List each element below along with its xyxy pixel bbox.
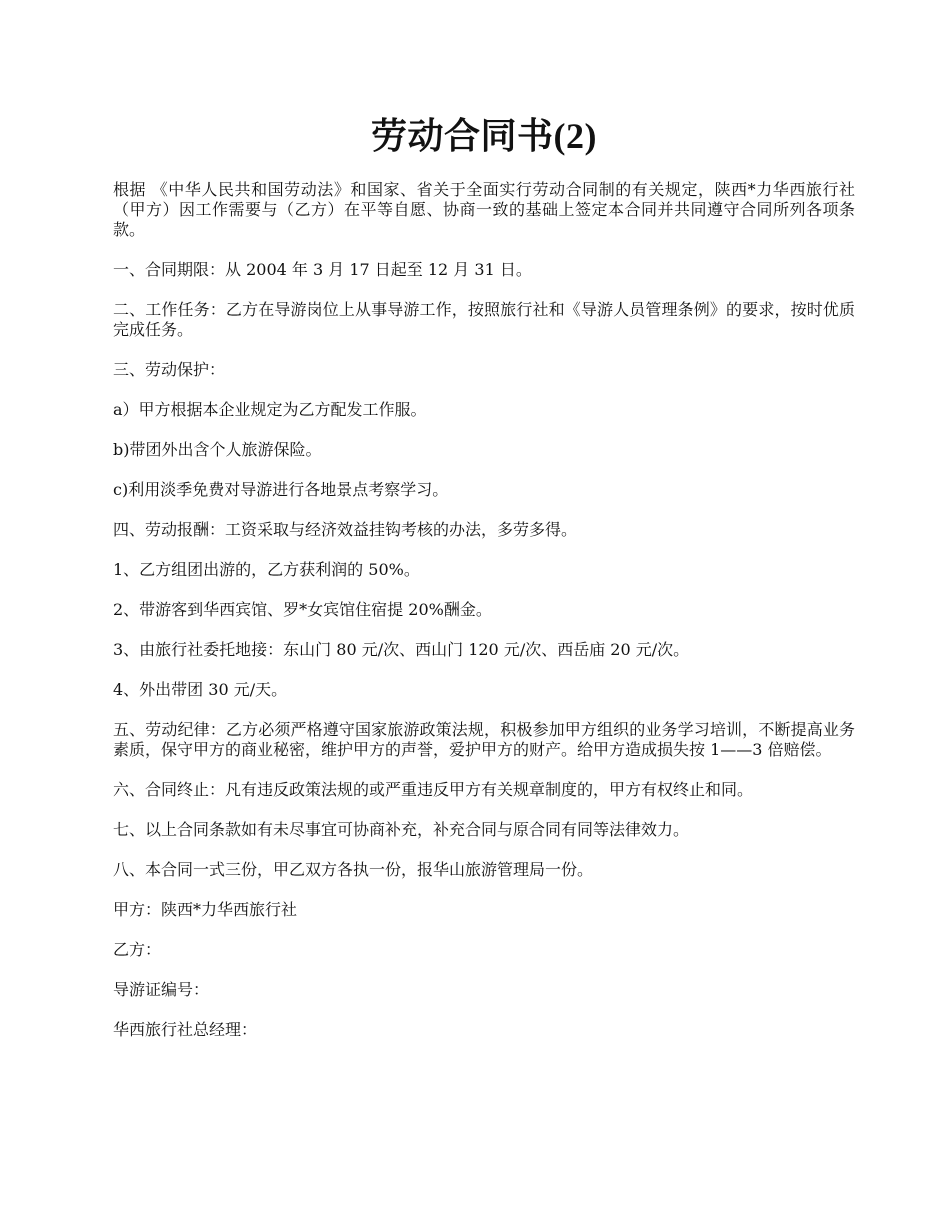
paragraph-remuneration-4: 4、外出带团 30 元/天。 — [113, 680, 288, 699]
paragraph-preamble: 根据 《中华人民共和国劳动法》和国家、省关于全面实行劳动合同制的有关规定，陕西*力华西旅行社（甲方）因工作需要与（乙方）在平等自愿、协商一致的基础上签定本合同并共同遵守合同所列各项条款。 — [113, 180, 855, 239]
paragraph-remuneration-2: 2、带游客到华西宾馆、罗*女宾馆住宿提 20%酬金。 — [113, 600, 492, 619]
paragraph-remuneration-1: 1、乙方组团出游的，乙方获利润的 50%。 — [113, 560, 420, 579]
paragraph-contract-term: 一、合同期限：从 2004 年 3 月 17 日起至 12 月 31 日。 — [113, 260, 532, 279]
paragraph-copies: 八、本合同一式三份，甲乙双方各执一份，报华山旅游管理局一份。 — [113, 860, 594, 879]
paragraph-protection-b: b)带团外出含个人旅游保险。 — [113, 440, 322, 459]
party-a-line: 甲方：陕西*力华西旅行社 — [113, 900, 298, 919]
general-manager-line: 华西旅行社总经理： — [113, 1020, 258, 1039]
paragraph-protection-c: c)利用淡季免费对导游进行各地景点考察学习。 — [113, 480, 449, 499]
paragraph-termination: 六、合同终止：凡有违反政策法规的或严重违反甲方有关规章制度的，甲方有权终止和同。 — [113, 780, 754, 799]
paragraph-protection-a: a）甲方根据本企业规定为乙方配发工作服。 — [113, 400, 427, 419]
paragraph-discipline: 五、劳动纪律：乙方必须严格遵守国家旅游政策法规，积极参加甲方组织的业务学习培训，不断提高业务素质，保守甲方的商业秘密，维护甲方的声誉，爱护甲方的财产。给甲方造成损失按 1——3 倍赔偿。 — [113, 720, 855, 759]
party-b-line: 乙方： — [113, 940, 162, 959]
paragraph-remuneration: 四、劳动报酬：工资采取与经济效益挂钩考核的办法，多劳多得。 — [113, 520, 578, 539]
paragraph-remuneration-3: 3、由旅行社委托地接：东山门 80 元/次、西山门 120 元/次、西岳庙 20 元/次。 — [113, 640, 690, 659]
guide-license-number-line: 导游证编号： — [113, 980, 210, 999]
document-title: 劳动合同书(2) — [371, 116, 597, 156]
paragraph-labor-protection: 三、劳动保护： — [113, 360, 226, 379]
paragraph-supplement: 七、以上合同条款如有未尽事宜可协商补充，补充合同与原合同有同等法律效力。 — [113, 820, 690, 839]
paragraph-work-task: 二、工作任务：乙方在导游岗位上从事导游工作，按照旅行社和《导游人员管理条例》的要求，按时优质完成任务。 — [113, 300, 855, 339]
